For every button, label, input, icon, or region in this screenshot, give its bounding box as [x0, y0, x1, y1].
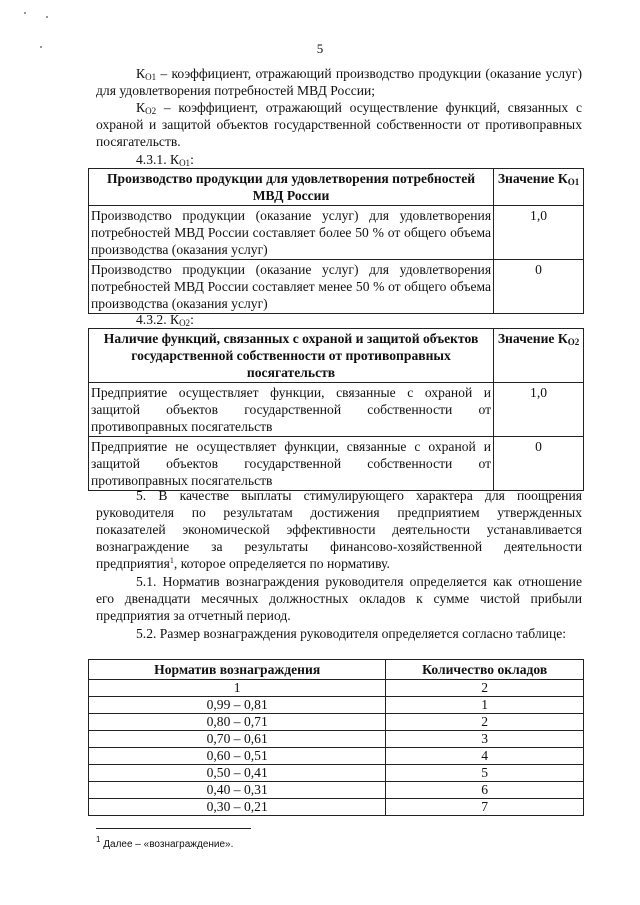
k02-row-text: Предприятие осуществляет функции, связанные с охраной и защитой объектов государственной собственности от противоправных посягательств [89, 383, 494, 437]
scan-speck [46, 16, 48, 18]
table-row: 0,40 – 0,31 6 [89, 782, 584, 799]
section-4-3-2-heading: 4.3.2. $К_{О2}$: [136, 312, 194, 328]
page-number: 5 [316, 41, 324, 56]
table-row: 1 2 [89, 680, 584, 697]
table-row [89, 260, 584, 314]
k02-row-value: 1,0 [494, 383, 584, 437]
reward-table-header [89, 660, 584, 680]
k01-row-value: 0 [494, 260, 584, 314]
k02-row-value: 0 [494, 437, 584, 491]
k01-table [88, 168, 584, 314]
k01-header-value: Значение $К_{О1}$ [494, 169, 584, 206]
table-row: 0,70 – 0,61 3 [89, 731, 584, 748]
table-row: 0,99 – 0,81 1 [89, 697, 584, 714]
coef-k01-description: $К_{О1}$ – коэффициент, отражающий производство продукции (оказание услуг) для удовлетворения потребностей МВД России; [96, 66, 582, 98]
k02-header-criterion: Наличие функций, связанных с охраной и защитой объектов государственной собственности от противоправных посягательств [89, 329, 494, 383]
k02-table-header [89, 329, 584, 383]
scan-speck [24, 12, 26, 14]
table-row [89, 437, 584, 491]
k02-header-value: Значение $К_{О2}$ [494, 329, 584, 383]
k01-row-text: Производство продукции (оказание услуг) для удовлетворения потребностей МВД России составляет менее 50 % от общего объема производства (оказания услуг) [89, 260, 494, 314]
paragraph-5-2: 5.2. Размер вознаграждения руководителя определяется согласно таблице: [136, 626, 567, 641]
coef-k02-description: $К_{О2}$ – коэффициент, отражающий осуществление функций, связанных с охраной и защитой объектов государственной собственности от противоправных посягательств. [96, 100, 582, 149]
reward-norm-table [88, 659, 584, 816]
k01-table-header [89, 169, 584, 206]
k02-table [88, 328, 584, 491]
k02-row-text: Предприятие не осуществляет функции, связанные с охраной и защитой объектов государственной собственности от противоправных посягательств [89, 437, 494, 491]
header-norm: Норматив вознаграждения [89, 660, 386, 680]
section-4-3-1-heading: 4.3.1. $К_{О1}$: [136, 152, 194, 168]
header-salaries: Количество окладов [386, 660, 584, 680]
k01-row-text: Производство продукции (оказание услуг) для удовлетворения потребностей МВД России составляет более 50 % от общего объема производства (оказания услуг) [89, 206, 494, 260]
footnote-divider [96, 828, 251, 829]
table-row: 0,30 – 0,21 7 [89, 799, 584, 816]
table-row: 0,50 – 0,41 5 [89, 765, 584, 782]
table-row: 0,60 – 0,51 4 [89, 748, 584, 765]
k01-row-value: 1,0 [494, 206, 584, 260]
table-row: 0,80 – 0,71 2 [89, 714, 584, 731]
paragraph-5: 5. В качестве выплаты стимулирующего характера для поощрения руководителя по результатам достижения предприятием утвержденных показателей экономической эффективности деятельности устанавливается вознаграждение за результаты финансово-хозяйственной деятельности предприятия$^1$, которое определяется по нормативу. [96, 488, 582, 571]
table-row [89, 383, 584, 437]
footnote-ref: 1 [169, 556, 174, 565]
table-row [89, 206, 584, 260]
footnote-mark: 1 [96, 835, 101, 844]
footnote: $^1$ Далее – «вознаграждение». [96, 835, 234, 850]
paragraph-5-1: 5.1. Норматив вознаграждения руководителя определяется как отношение его двенадцати месячных должностных окладов к сумме чистой прибыли предприятия за отчетный период. [96, 574, 582, 623]
k01-header-criterion: Производство продукции для удовлетворения потребностей МВД России [89, 169, 494, 206]
